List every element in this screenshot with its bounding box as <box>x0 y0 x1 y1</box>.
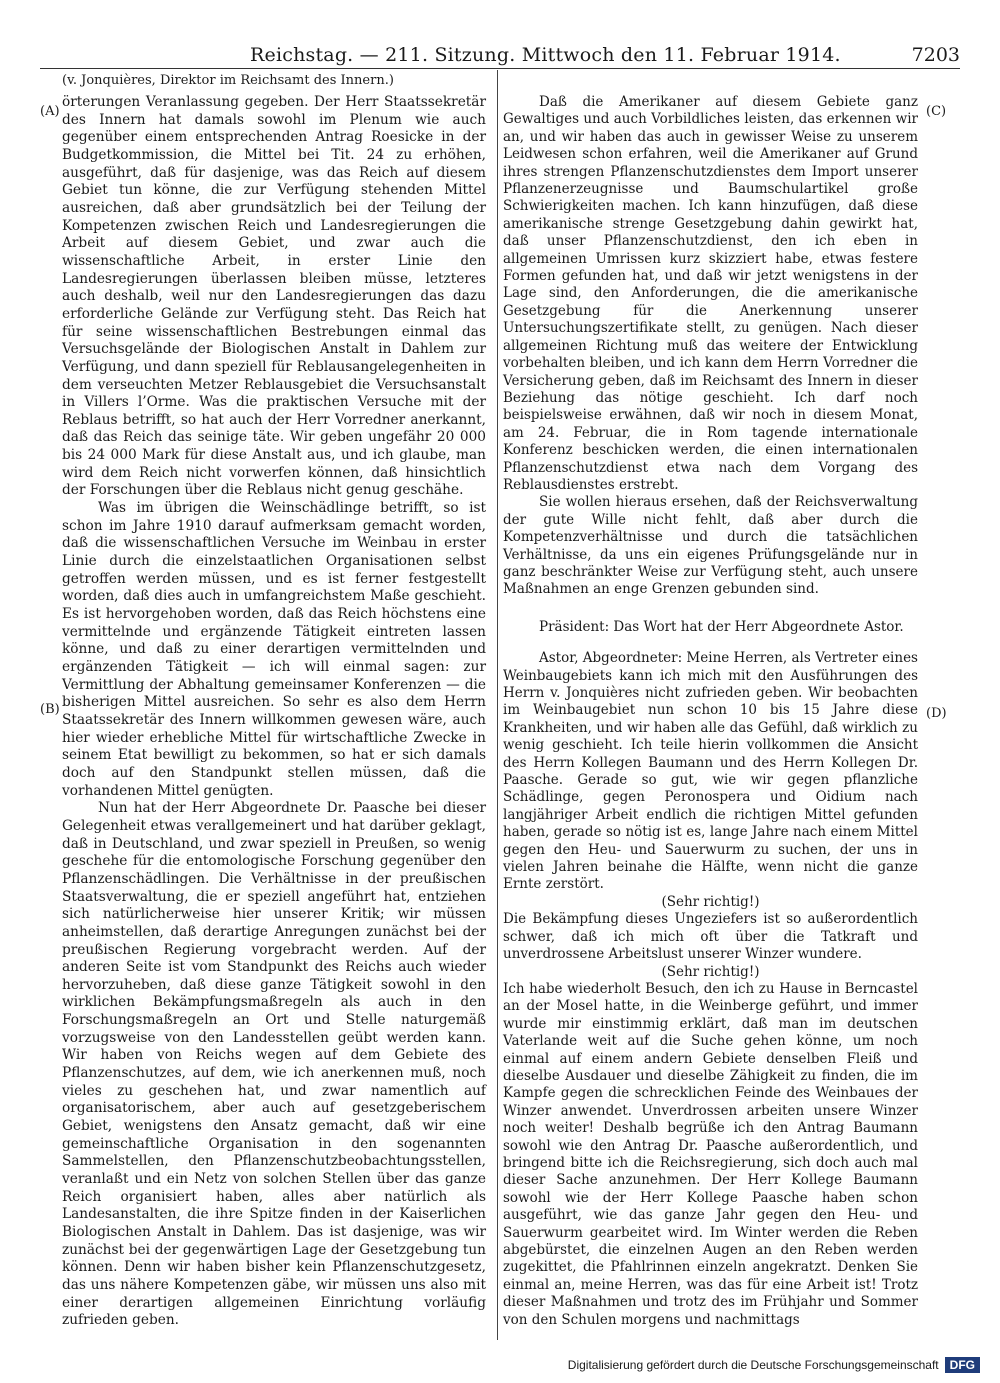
margin-label-d: (D) <box>926 706 947 721</box>
header-title: Reichstag. — 211. Sitzung. Mittwoch den 11. Februar 1914. <box>250 44 841 66</box>
interjection: (Sehr richtig!) <box>661 893 760 910</box>
footer-credit <box>568 1357 980 1373</box>
left-column <box>62 94 486 1330</box>
paragraph: Die Bekämpfung dieses Ungeziefers ist so außerordentlich schwer, daß ich mich oft über die Tatkraft und unverdrossene Arbeitslust unserer Winzer wundere. <box>503 911 918 963</box>
right-column <box>503 94 918 1329</box>
page-number: 7203 <box>911 44 960 66</box>
paragraph: Nun hat der Herr Abgeordnete Dr. Paasche bei dieser Gelegenheit etwas verallgemeinert und hat darüber geklagt, daß in Deutschland, und zwar speziell in Preußen, so wenig geschehe für die entomologische Forschung gegenüber den Pflanzenschädlingen. Die Verhältnisse in der preußischen Staatsverwaltung, die er speziell angeführt hat, entziehen sich natürlicherweise hier unserer Kritik; wir müssen anheimstellen, daß derartige Anregungen zunächst bei der preußischen Regierung vorgebracht werden. Auf der anderen Seite ist vom Standpunkt des Reichs auch wieder hervorzuheben, daß diese ganze Tätigkeit sowohl in den wirklichen Bekämpfungsmaßregeln als auch in den Forschungsmaßregeln an Ort und Stelle naturgemäß vorzugsweise von den Landesstellen geübt werden kann. Wir haben von Reichs wegen auf dem Gebiete des Pflanzenschutzes, auf dem, wie ich anerkennen muß, noch vieles zu geschehen hat, und zwar namentlich auf organisatorischem, aber auch auf gesetzgeberischem Gebiet, wenigstens den Ansatz gemacht, daß wir eine gemeinschaftliche Organisation in den sogenannten Sammelstellen, den Pflanzenschutzbeobachtungsstellen, veranlaßt und ein Netz von solchen Stellen über das ganze Reich organisiert haben, alles aber natürlich als Landesanstalten, die ihre Spitze finden in der Kaiserlichen Biologischen Anstalt in Dahlem. Das ist dasjenige, was wir zunächst bei der gegenwärtigen Lage der Gesetzgebung tun können. Denn wir haben bisher kein Pflanzenschutzgesetz, das uns nähere Kompetenzen gäbe, wir müssen uns also mit einer derartigen allgemeinen Einrichtung vorläufig zufrieden geben. <box>62 800 486 1329</box>
interjection: (Sehr richtig!) <box>661 963 760 980</box>
paragraph: Was im übrigen die Weinschädlinge betrifft, so ist schon im Jahre 1910 darauf aufmerksam gemacht worden, daß die wissenschaftlichen Versuche im Weinbau in erster Linie durch die einzelstaatlichen Organisationen selbst getroffen werden müssen, und es ist ferner festgestellt worden, daß dies auch in umfangreichstem Maße geschieht. Es ist hervorgehoben worden, daß das Reich höchstens eine vermittelnde und ergänzende Tätigkeit eintreten lassen könne, und daß zu einer derartigen vermittelnden und ergänzenden Tätigkeit — ich will einmal sagen: zur Vermittlung der Abhaltung gemeinsamer Konferenzen — die bisherigen Mittel ausreichen. So sehr es also dem Herrn Staatssekretär des Innern willkommen gewesen wäre, auch hier wieder erhebliche Mittel für wirtschaftliche Zwecke in seinem Etat bewilligt zu bekommen, so hat er sich damals doch auf den Standpunkt stellen müssen, daß die vorhandenen Mittel genügten. <box>62 500 486 799</box>
paragraph: örterungen Veranlassung gegeben. Der Herr Staatssekretär des Innern hat damals sowohl im Plenum wie auch gegenüber einem entsprechenden Antrag Roesicke in der Budgetkommission, die Mittel bei Tit. 24 zu erhöhen, ausgeführt, daß für dasjenige, was das Reich auf diesem Gebiet tun könne, die zur Verfügung stehenden Mittel ausreichen, daß aber grundsätzlich bei der Teilung der Kompetenzen zwischen Reich und Landesregierungen die Arbeit auf diesem Gebiet, und zwar auch die wissenschaftliche Arbeit, in erster Linie den Landesregierungen überlassen bleiben müsse, letzteres auch deshalb, weil nur den Landesregierungen das dazu erforderliche Gelände zur Verfügung steht. Das Reich hat für seine wissenschaftlichen Bestrebungen einmal das Versuchsgelände der Biologischen Anstalt in Dahlem zur Verfügung, und dann speziell für Reblausangelegenheiten in dem verseuchten Metzer Reblausgebiet die Versuchsanstalt in Villers l’Orme. Was die praktischen Versuche mit der Reblaus betrifft, so hat auch der Herr Vorredner anerkannt, daß das Reich das seinige täte. Wir geben ungefähr 20 000 bis 24 000 Mark für diese Anstalt aus, und ich glaube, man wird dem Reich nicht vorwerfen können, daß hinsichtlich der Forschungen über die Reblaus nicht genug geschähe. <box>62 94 486 499</box>
president-line: Präsident: Das Wort hat der Herr Abgeordnete Astor. <box>539 618 904 635</box>
margin-label-b: (B) <box>40 702 60 717</box>
paragraph: Daß die Amerikaner auf diesem Gebiete ganz Gewaltiges und auch Vorbildliches leisten, das erkennen wir an, und wir haben das auch in gewisser Weise zu unserem Leidwesen schon erfahren, weil die Amerikaner auf Grund ihres strengen Pflanzenschutzdienstes dem Import unserer Pflanzenerzeugnisse und Baumschulartikel große Schwierigkeiten machen. Ich kann hinzufügen, daß diese amerikanische strenge Gesetzgebung dahin gewirkt hat, daß unser Pflanzenschutzdienst, den ich eben in allgemeinen Umrissen kurz skizziert habe, etwas festere Formen gefunden hat, und daß wir jetzt wenigstens in der Lage sind, den Anforderungen, die die amerikanische Gesetzgebung für die Anerkennung unserer Untersuchungszertifikate stellt, zu genügen. Nach dieser allgemeinen Richtung muß das weitere der Entwicklung vorbehalten bleiben, und ich kann dem Herrn Vorredner die Versicherung geben, daß im Reichsamt des Innern in dieser Beziehung das nötige geschieht. Ich darf noch beispielsweise erwähnen, daß wir noch in diesem Monat, am 24. Februar, die in Rom tagende internationale Konferenz beschicken werden, die einen internationalen Pflanzenschutzdienst etwa nach dem Vorgang des Reblausdienstes erstrebt. <box>503 94 918 493</box>
column-divider <box>497 70 498 1340</box>
dfg-logo: DFG <box>945 1357 980 1373</box>
page-header <box>40 44 960 68</box>
margin-label-c: (C) <box>926 104 947 119</box>
paragraph: Sie wollen hieraus ersehen, daß der Reichsverwaltung der gute Wille nicht fehlt, daß aber durch die Kompetenzverhältnisse und durch die tatsächlichen Verhältnisse, da uns ein eigenes Prüfungsgelände nur in ganz beschränkter Weise zur Verfügung steht, auch unsere Maßnahmen an enge Grenzen gebunden sind. <box>503 494 918 598</box>
footer-text: Digitalisierung gefördert durch die Deutsche Forschungsgemeinschaft <box>567 1358 939 1372</box>
header-rule <box>40 68 960 69</box>
speech-astor: Astor, Abgeordneter: Meine Herren, als Vertreter eines Weinbaugebiets kann ich mich mit den Ausführungen des Herrn v. Jonquières nicht zufrieden geben. Wir beobachten im Weinbaugebiet nun schon 10 bis 15 Jahre diese Krankheiten, und wir haben alle das Gefühl, daß wirklich zu wenig geschieht. Ich teile hierin vollkommen die Ansicht des Herrn Kollegen Baumann und des Herrn Kollegen Dr. Paasche. Gerade so gut, wie wir gegen pflanzliche Schädlinge, gegen Peronospera und Oidium nach langjähriger Arbeit endlich die richtigen Mittel gefunden haben, gerade so nötig ist es, lange Jahre nach einem Mittel gegen den Heu- und Sauerwurm zu suchen, der uns in vielen Jahren beinahe die Hälfte, wenn nicht die ganze Ernte zerstört. <box>503 650 918 893</box>
paragraph: Ich habe wiederholt Besuch, den ich zu Hause in Berncastel an der Mosel hatte, in die Weinberge geführt, und immer wurde mir einstimmig erklärt, daß man im deutschen Vaterlande weit auf die Suche gehen könne, um noch einmal auf einem andern Gebiete denselben Fleiß und dieselbe Ausdauer und dieselbe Zähigkeit zu finden, die im Kampfe gegen die schrecklichen Feinde des Weinbaues der Winzer anwendet. Unverdrossen arbeiten unsere Winzer noch weiter! Deshalb begrüße ich den Antrag Baumann sowohl wie den Antrag Dr. Paasche außerordentlich, und bringend bitte ich die Reichsregierung, sich doch auch mal dieser Sache anzunehmen. Der Herr Kollege Baumann sowohl wie der Herr Kollege Paasche haben schon ausgeführt, wie das ganze Jahr gegen den Heu- und Sauerwurm gearbeitet wird. Im Winter werden die Reben abgebürstet, die einzelnen Augen an den Reben werden zugekittet, die Pfahlrinnen einzeln angekratzt. Denken Sie einmal an, meine Herren, was das für eine Arbeit ist! Trotz dieser Maßnahmen und trotz des im Frühjahr und Sommer von den Schulen morgens und nachmittags <box>503 980 918 1328</box>
speaker-note: (v. Jonquières, Direktor im Reichsamt des Innern.) <box>62 73 394 88</box>
margin-label-a: (A) <box>40 104 60 119</box>
